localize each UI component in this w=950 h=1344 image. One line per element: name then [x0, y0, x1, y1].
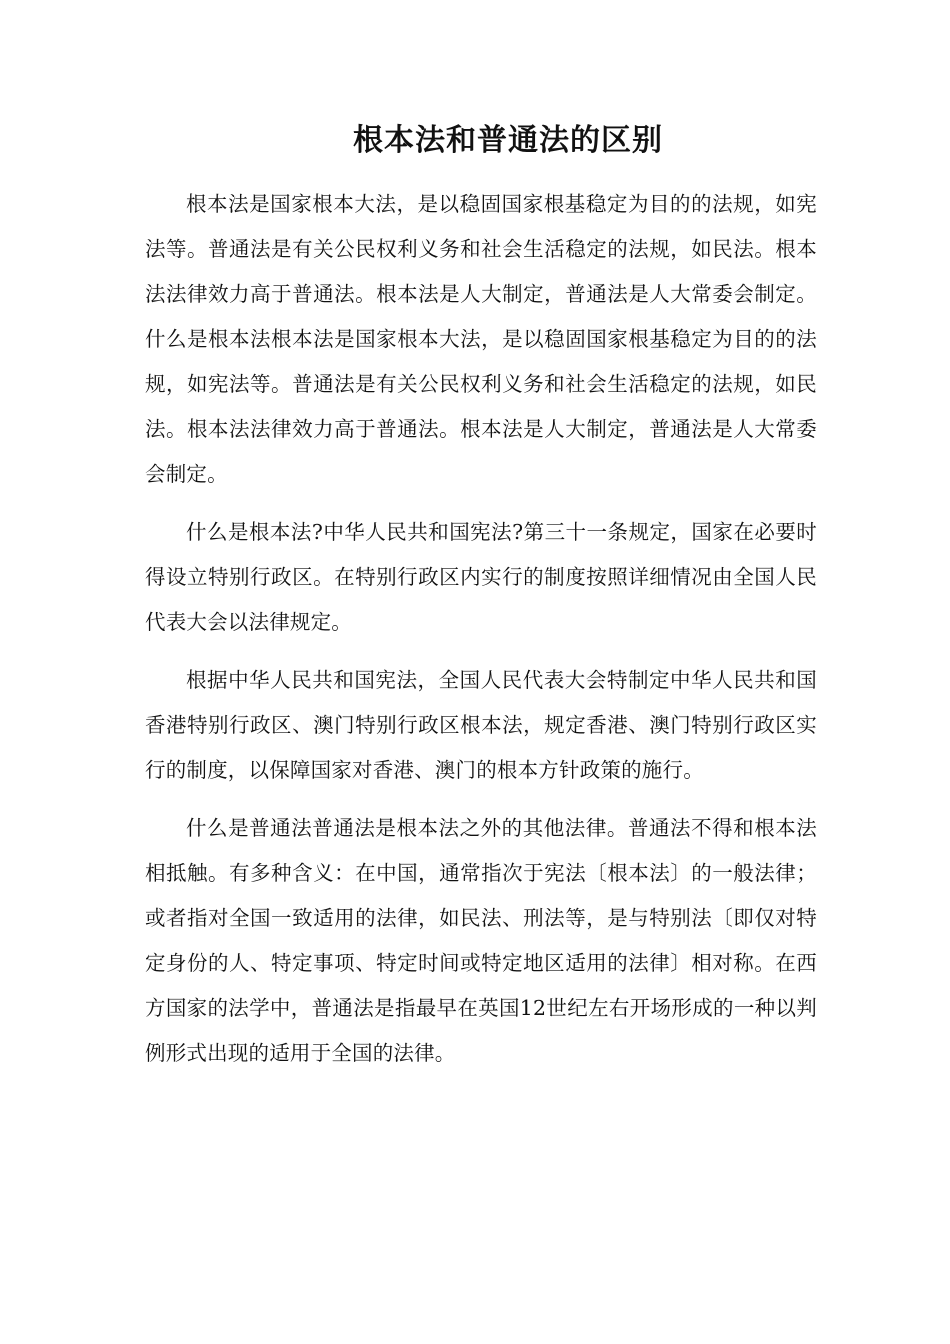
- paragraph: 根本法是国家根本大法，是以稳固国家根基稳定为目的的法规，如宪法等。普通法是有关公民权利义务和社会生活稳定的法规，如民法。根本法法律效力高于普通法。根本法是人大制定，普通法是人大常委会制定。什么是根本法根本法是国家根本大法，是以稳固国家根基稳定为目的的法规，如宪法等。普通法是有关公民权利义务和社会生活稳定的法规，如民法。根本法法律效力高于普通法。根本法是人大制定，普通法是人大常委会制定。: [145, 192, 817, 486]
- paragraph: 什么是根本法?中华人民共和国宪法?第三十一条规定，国家在必要时得设立特别行政区。在特别行政区内实行的制度按照详细情况由全国人民代表大会以法律规定。: [145, 520, 817, 634]
- paragraph: 什么是普通法普通法是根本法之外的其他法律。普通法不得和根本法相抵触。有多种含义：在中国，通常指次于宪法〔根本法〕的一般法律；或者指对全国一致适用的法律，如民法、刑法等，是与特别法〔即仅对特定身份的人、特定事项、特定时间或特定地区适用的法律〕相对称。在西方国家的法学中，普通法是指最早在英国12世纪左右开场形成的一种以判例形式出现的适用于全国的法律。: [145, 816, 817, 1065]
- document-title: 根本法和普通法的区别: [353, 123, 663, 158]
- paragraph: 根据中华人民共和国宪法，全国人民代表大会特制定中华人民共和国香港特别行政区、澳门特别行政区根本法，规定香港、澳门特别行政区实行的制度，以保障国家对香港、澳门的根本方针政策的施行。: [145, 668, 817, 782]
- document-body: [145, 182, 817, 1089]
